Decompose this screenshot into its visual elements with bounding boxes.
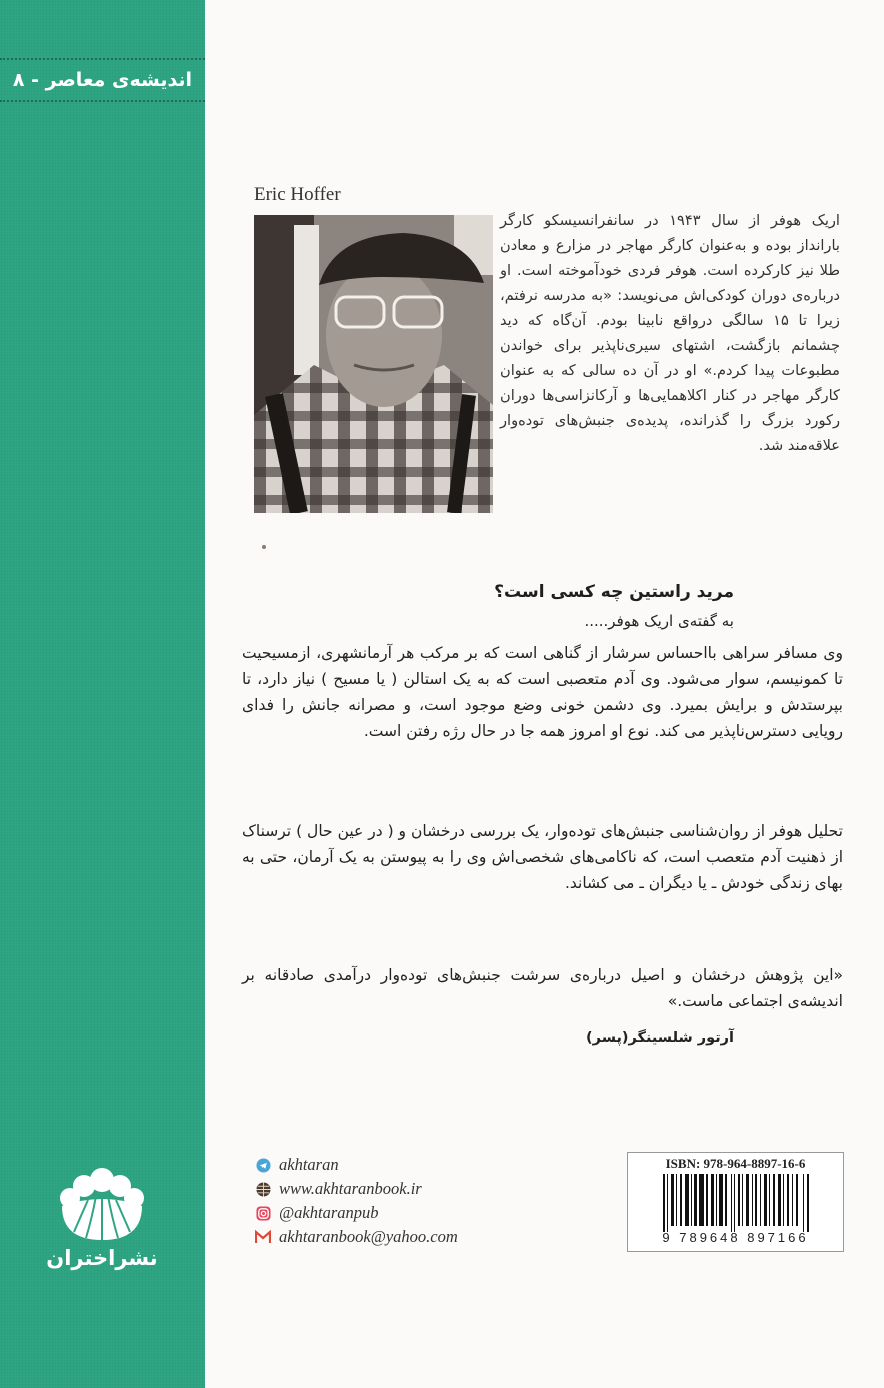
contact-website-text: www.akhtaranbook.ir: [279, 1179, 422, 1198]
contact-instagram[interactable]: [255, 1201, 458, 1225]
author-photo: [254, 215, 493, 513]
email-icon: [255, 1229, 271, 1245]
series-band: [0, 58, 205, 102]
instagram-icon: [255, 1205, 271, 1221]
endorsement-quote: «این پژوهش درخشان و اصیل درباره‌ی سرشت جنبش‌های توده‌وار درآمدی صادقانه بر اندیشه‌ی اجتماعی ماست.»: [242, 966, 843, 1010]
section-subheading: به گفته‌ی اریک هوفر.....: [584, 612, 734, 630]
section-heading: مرید راستین چه کسی است؟: [494, 582, 734, 602]
description-paragraph-2: تحلیل هوفر از روان‌شناسی جنبش‌های توده‌وار، یک بررسی درخشان و ( در عین حال ) ترسناک از ذهنیت آدم متعصب است، که ناکامی‌های شخصی‌اش وی را به پیوستن به یک آرمان، حتی به بهای زندگی خودش ـ یا دیگران ـ می کشاند.: [242, 822, 843, 892]
book-spine-panel: [0, 0, 205, 1388]
publisher-name: نشراختران: [46, 1246, 158, 1270]
author-bio: اریک هوفر از سال ۱۹۴۳ در سانفرانسیسکو کارگر بارانداز بوده و به‌عنوان کارگر مهاجر در مزارع و معادن طلا نیز کارکرده است. هوفر فردی خودآموخته است. او درباره‌ی دوران کودکی‌اش می‌نویسد: «به مدرسه نرفتم، زیرا تا ۱۵ سالگی درواقع نابینا بودم. آن‌گاه که دید چشمانم بازگشت، اشتهای سیری‌ناپذیر برای خواندن مطبوعات پیدا کردم.» او در آن ده سالی که به عنوان کارگر مهاجر در کنار اکلاهمایی‌ها و آرکانزاسی‌ها دوران رکورد بزرگ را گذرانده، پدیده‌ی جنبش‌های توده‌وار علاقه‌مند شد.: [500, 212, 840, 454]
portrait-image: [254, 215, 493, 513]
globe-icon: [255, 1181, 271, 1197]
telegram-icon: [255, 1157, 271, 1173]
barcode-number: 9 789648 897166: [662, 1230, 809, 1245]
author-name-english: Eric Hoffer: [254, 184, 341, 205]
flower-logo-icon: [56, 1162, 148, 1242]
contact-website[interactable]: [255, 1177, 458, 1201]
isbn-barcode-box: [627, 1152, 844, 1252]
isbn-label: ISBN: 978-964-8897-16-6: [665, 1156, 806, 1171]
contact-telegram-text: akhtaran: [279, 1155, 339, 1174]
quote-author: آرتور شلسینگر(پسر): [586, 1030, 734, 1046]
contact-instagram-text: @akhtaranpub: [279, 1203, 379, 1222]
contact-list: [255, 1153, 458, 1249]
series-title: اندیشه‌ی معاصر - ۸: [12, 69, 193, 91]
contact-email-text: akhtaranbook@yahoo.com: [279, 1227, 458, 1246]
description-paragraph-1: وی مسافر سراهی بااحساس سرشار از گناهی است که بر مرکب هر آرمانشهری، ازمسیحیت تا کمونیسم، سوار می‌شود. وی آدم متعصبی است که به یک استالن ( یا مسیح ) نیاز دارد، تا بپرستدش و برایش بمیرد. وی دشمن خونی وضع موجود است، و مصرانه جانش را فدای رویایی دسترس‌ناپذیر می کند. نوع او امروز همه جا در حال رژه رفتن است.: [242, 644, 843, 740]
contact-email[interactable]: [255, 1225, 458, 1249]
publisher-logo: [42, 1162, 162, 1270]
barcode-icon: [661, 1174, 811, 1232]
contact-telegram[interactable]: [255, 1153, 458, 1177]
print-speck: [262, 545, 266, 549]
